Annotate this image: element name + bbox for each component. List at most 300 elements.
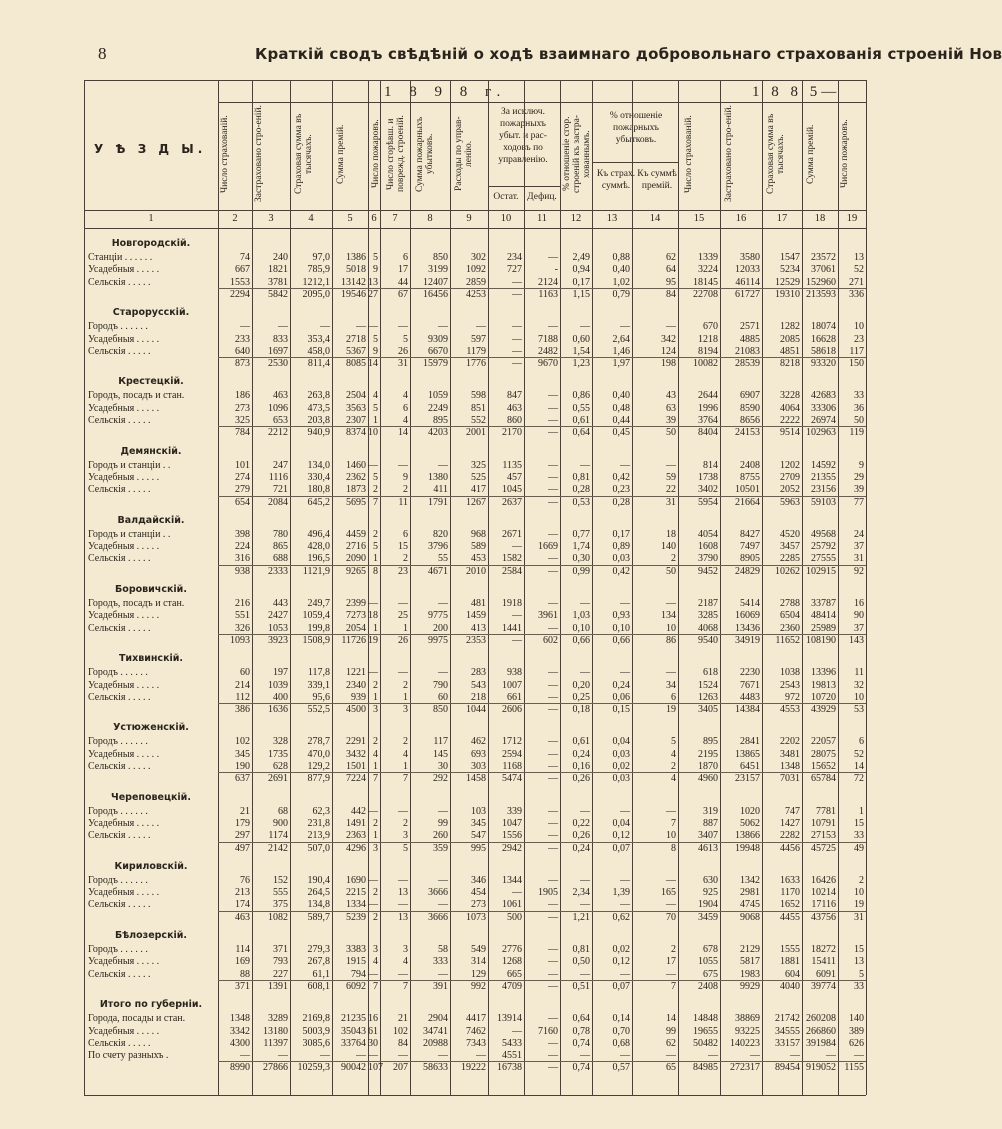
cell-col4: 199,8 bbox=[307, 622, 330, 634]
cell-col5: 2090 bbox=[346, 553, 366, 565]
cell-col14: 10 bbox=[666, 622, 676, 634]
cell-col11: — bbox=[548, 496, 558, 508]
cell-col11: — bbox=[548, 427, 558, 439]
cell-col5: 8085 bbox=[346, 358, 366, 370]
cell-col15: 3790 bbox=[698, 553, 718, 565]
cell-col14: 62 bbox=[666, 1037, 676, 1049]
column-number: 10 bbox=[500, 213, 512, 224]
cell-col15: 1608 bbox=[698, 541, 718, 553]
cell-col12: 1,21 bbox=[572, 911, 590, 923]
cell-col3: 3781 bbox=[268, 276, 288, 288]
cell-col14: — bbox=[666, 598, 676, 609]
cell-col13: 1,02 bbox=[612, 276, 630, 288]
cell-col9: 273 bbox=[471, 899, 486, 911]
cell-col7: 31 bbox=[398, 358, 408, 370]
cell-col18: 39774 bbox=[811, 980, 836, 992]
cell-col3: 2691 bbox=[268, 773, 288, 785]
column-divider bbox=[678, 80, 679, 1095]
table-row bbox=[84, 1062, 866, 1074]
cell-col3: 1053 bbox=[268, 622, 288, 634]
cell-col11: — bbox=[548, 598, 558, 609]
cell-col10: 1135 bbox=[502, 459, 522, 471]
row-label: Усадебныя . . . . . bbox=[88, 264, 160, 276]
cell-col10: 1061 bbox=[502, 899, 522, 911]
section-title: Череповецкій. bbox=[111, 791, 191, 803]
cell-col17: 1170 bbox=[780, 887, 800, 899]
cell-col9: 346 bbox=[471, 874, 486, 886]
cell-col17: 8218 bbox=[780, 358, 800, 370]
cell-col6: 18 bbox=[368, 610, 378, 622]
cell-col6: 14 bbox=[368, 358, 378, 370]
cell-col12: 0,28 bbox=[572, 484, 590, 496]
cell-col8: 391 bbox=[433, 980, 448, 992]
cell-col13: 0,10 bbox=[612, 622, 630, 634]
cell-col5: 442 bbox=[351, 805, 366, 817]
cell-col19: 16 bbox=[854, 598, 864, 609]
cell-col19: 626 bbox=[849, 1037, 864, 1049]
table-row bbox=[84, 623, 866, 635]
header-col10: Остат. bbox=[493, 192, 519, 202]
cell-col9: 19222 bbox=[461, 1062, 486, 1074]
cell-col8: 4671 bbox=[428, 565, 448, 577]
cell-col18: 18272 bbox=[811, 944, 836, 955]
cell-col7: 9 bbox=[403, 471, 408, 483]
cell-col19: 9 bbox=[859, 459, 864, 471]
cell-col14: 165 bbox=[661, 887, 676, 899]
row-label: Городъ . . . . . . bbox=[88, 874, 148, 886]
cell-col9: 417 bbox=[471, 484, 486, 496]
cell-col13: 0,42 bbox=[612, 471, 630, 483]
section-title: Боровичскій. bbox=[115, 584, 187, 595]
cell-col14: 65 bbox=[666, 1062, 676, 1074]
cell-col11: — bbox=[548, 817, 558, 829]
cell-col6: 19 bbox=[368, 634, 378, 646]
column-number: 19 bbox=[846, 213, 858, 224]
cell-col13: 0,04 bbox=[612, 817, 630, 829]
header-col14: Къ суммѣ премій. bbox=[637, 169, 677, 191]
cell-col2: 371 bbox=[235, 980, 250, 992]
cell-col6: — bbox=[368, 459, 378, 471]
table-row bbox=[84, 346, 866, 358]
cell-col15: 3405 bbox=[698, 704, 718, 716]
cell-col7: 1 bbox=[403, 691, 408, 703]
cell-col15: 1870 bbox=[698, 761, 718, 772]
cell-col9: 1267 bbox=[466, 496, 486, 508]
section-title: Валдайскій. bbox=[117, 514, 185, 526]
cell-col18: 15411 bbox=[811, 956, 836, 968]
cell-col3: 1174 bbox=[268, 830, 288, 842]
column-divider bbox=[560, 80, 561, 1095]
cell-col8: 145 bbox=[433, 748, 448, 760]
cell-col8: 850 bbox=[433, 704, 448, 716]
cell-col9: 552 bbox=[471, 415, 486, 426]
cell-col16: 24153 bbox=[735, 427, 760, 439]
cell-col7: — bbox=[398, 968, 408, 980]
cell-col10: 234 bbox=[507, 252, 522, 263]
cell-col13: — bbox=[620, 667, 630, 679]
cell-col11: — bbox=[548, 944, 558, 955]
cell-col12: 0,61 bbox=[572, 415, 590, 426]
cell-col2: 938 bbox=[235, 565, 250, 577]
cell-col12: 0,64 bbox=[572, 1013, 590, 1025]
cell-col18: 266860 bbox=[806, 1025, 836, 1037]
cell-col16: 38869 bbox=[735, 1013, 760, 1025]
cell-col12: — bbox=[580, 667, 590, 679]
table-row bbox=[84, 252, 866, 264]
cell-col8: 99 bbox=[438, 817, 448, 829]
cell-col5: — bbox=[356, 321, 366, 333]
cell-col14: — bbox=[666, 899, 676, 911]
cell-col19: 389 bbox=[849, 1025, 864, 1037]
cell-col4: 249,7 bbox=[307, 598, 330, 609]
cell-col11: 1163 bbox=[538, 288, 558, 300]
cell-col2: 2294 bbox=[230, 288, 250, 300]
cell-col17: 2202 bbox=[780, 736, 800, 748]
cell-col8: — bbox=[438, 968, 448, 980]
cell-col3: — bbox=[278, 1050, 288, 1062]
row-label: Городъ . . . . . . bbox=[88, 667, 148, 679]
header-col4: Страховая сумма въ тысячахъ. bbox=[294, 113, 314, 195]
cell-col2: 214 bbox=[235, 679, 250, 691]
cell-col6: 4 bbox=[373, 390, 378, 402]
cell-col8: 55 bbox=[438, 553, 448, 565]
cell-col10: 1582 bbox=[502, 553, 522, 565]
table-row bbox=[84, 334, 866, 346]
cell-col17: 2085 bbox=[780, 333, 800, 345]
cell-col16: 2981 bbox=[740, 887, 760, 899]
cell-col17: 12529 bbox=[775, 276, 800, 288]
header-col11: Дефиц. bbox=[527, 192, 557, 202]
cell-col4: 339,1 bbox=[307, 679, 330, 691]
cell-col3: 688 bbox=[273, 553, 288, 565]
cell-col12: 1,03 bbox=[572, 610, 590, 622]
cell-col13: 0,70 bbox=[612, 1025, 630, 1037]
cell-col7: 6 bbox=[403, 252, 408, 263]
row-label: Сельскія . . . . . bbox=[88, 276, 151, 288]
row-label: Городa, посады и стан. bbox=[88, 1013, 186, 1025]
row-label: Усадебныя . . . . . bbox=[88, 817, 160, 829]
cell-col18: 391984 bbox=[806, 1037, 836, 1049]
cell-col7: 4 bbox=[403, 415, 408, 426]
row-label: Усадебныя . . . . . bbox=[88, 610, 160, 622]
cell-col2: 4300 bbox=[230, 1037, 250, 1049]
cell-col9: 413 bbox=[471, 622, 486, 634]
cell-col5: 2399 bbox=[346, 598, 366, 609]
cell-col15: 675 bbox=[703, 968, 718, 980]
cell-col8: 3199 bbox=[428, 264, 448, 276]
column-number: 2 bbox=[232, 213, 238, 224]
cell-col15: 8194 bbox=[698, 345, 718, 357]
cell-col19: 53 bbox=[854, 704, 864, 716]
cell-col9: 851 bbox=[471, 402, 486, 414]
cell-col16: 13866 bbox=[735, 830, 760, 842]
cell-col11: — bbox=[548, 748, 558, 760]
cell-col13: 1,39 bbox=[612, 887, 630, 899]
cell-col7: 2 bbox=[403, 553, 408, 565]
cell-col13: — bbox=[620, 459, 630, 471]
cell-col18: — bbox=[826, 1050, 836, 1062]
row-label: Усадебныя . . . . . bbox=[88, 1025, 160, 1037]
cell-col7: 67 bbox=[398, 288, 408, 300]
cell-col6: 5 bbox=[373, 333, 378, 345]
cell-col14: 31 bbox=[666, 496, 676, 508]
cell-col4: 608,1 bbox=[307, 980, 330, 992]
cell-col2: 345 bbox=[235, 748, 250, 760]
row-label: Городъ и станціи . . bbox=[88, 528, 171, 540]
cell-col15: 1218 bbox=[698, 333, 718, 345]
cell-col3: 628 bbox=[273, 761, 288, 772]
cell-col7: 26 bbox=[398, 345, 408, 357]
cell-col18: 14592 bbox=[811, 459, 836, 471]
cell-col8: — bbox=[438, 1050, 448, 1062]
cell-col10: — bbox=[512, 634, 522, 646]
cell-col16: 16069 bbox=[735, 610, 760, 622]
section-title: Крестецкій. bbox=[118, 376, 184, 388]
cell-col12: 0,81 bbox=[572, 471, 590, 483]
header-bottom-divider bbox=[84, 210, 866, 211]
cell-col17: 2285 bbox=[780, 553, 800, 565]
cell-col10: 2584 bbox=[502, 565, 522, 577]
column-number: 16 bbox=[735, 213, 747, 224]
cell-col3: 1697 bbox=[268, 345, 288, 357]
cell-col2: 497 bbox=[235, 842, 250, 854]
cell-col7: — bbox=[398, 598, 408, 609]
cell-col8: 12407 bbox=[423, 276, 448, 288]
row-label: Городъ, посадъ и стан. bbox=[88, 598, 185, 609]
cell-col19: 24 bbox=[854, 528, 864, 540]
cell-col17: 2360 bbox=[780, 622, 800, 634]
cell-col2: 213 bbox=[235, 887, 250, 899]
cell-col2: 654 bbox=[235, 496, 250, 508]
cell-col6: — bbox=[368, 598, 378, 609]
cell-col6: 9 bbox=[373, 345, 378, 357]
cell-col16: 9929 bbox=[740, 980, 760, 992]
cell-col18: 19813 bbox=[811, 679, 836, 691]
cell-col9: 1092 bbox=[466, 264, 486, 276]
cell-col12: 1,15 bbox=[572, 288, 590, 300]
cell-col15: 3224 bbox=[698, 264, 718, 276]
cell-col8: 3796 bbox=[428, 541, 448, 553]
cell-col15: 630 bbox=[703, 874, 718, 886]
cell-col13: 0,40 bbox=[612, 390, 630, 402]
cell-col3: 68 bbox=[278, 805, 288, 817]
cell-col16: 4483 bbox=[740, 691, 760, 703]
cell-col4: 940,9 bbox=[307, 427, 330, 439]
cell-col11: — bbox=[548, 968, 558, 980]
table-row bbox=[84, 484, 866, 496]
cell-col9: 7462 bbox=[466, 1025, 486, 1037]
row-label: Сельскія . . . . . bbox=[88, 1037, 151, 1049]
cell-col13: 0,57 bbox=[612, 1062, 630, 1074]
cell-col18: 10720 bbox=[811, 691, 836, 703]
cell-col5: 35043 bbox=[341, 1025, 366, 1037]
cell-col11: — bbox=[548, 565, 558, 577]
table-row bbox=[84, 358, 866, 370]
cell-col16: 61727 bbox=[735, 288, 760, 300]
cell-col12: 0,99 bbox=[572, 565, 590, 577]
cell-col2: 1348 bbox=[230, 1013, 250, 1025]
cell-col8: 58 bbox=[438, 944, 448, 955]
cell-col4: 552,5 bbox=[307, 704, 330, 716]
cell-col13: 0,07 bbox=[612, 980, 630, 992]
cell-col4: 95,6 bbox=[312, 691, 330, 703]
cell-col3: 1821 bbox=[268, 264, 288, 276]
cell-col18: 6091 bbox=[816, 968, 836, 980]
cell-col11: 9670 bbox=[538, 358, 558, 370]
cell-col19: 33 bbox=[854, 980, 864, 992]
cell-col5: 3563 bbox=[346, 402, 366, 414]
cell-col16: 10501 bbox=[735, 484, 760, 496]
cell-col2: 216 bbox=[235, 598, 250, 609]
cell-col4: 213,9 bbox=[307, 830, 330, 842]
table-row bbox=[84, 1013, 866, 1025]
cell-col5: 5695 bbox=[346, 496, 366, 508]
cell-col18: 102963 bbox=[806, 427, 836, 439]
cell-col18: 93320 bbox=[811, 358, 836, 370]
cell-col17: 1348 bbox=[780, 761, 800, 772]
cell-col7: 2 bbox=[403, 484, 408, 496]
cell-col6: 5 bbox=[373, 471, 378, 483]
row-label: Сельскія . . . . . bbox=[88, 761, 151, 772]
cell-col7: — bbox=[398, 1050, 408, 1062]
cell-col13: 0,62 bbox=[612, 911, 630, 923]
column-divider bbox=[410, 80, 411, 1095]
cell-col9: 7343 bbox=[466, 1037, 486, 1049]
cell-col3: 833 bbox=[273, 333, 288, 345]
table-row bbox=[84, 749, 866, 761]
cell-col14: 34 bbox=[666, 679, 676, 691]
cell-col9: 1459 bbox=[466, 610, 486, 622]
cell-col12: — bbox=[580, 874, 590, 886]
cell-col17: 4553 bbox=[780, 704, 800, 716]
cell-col4: — bbox=[320, 321, 330, 333]
cell-col10: — bbox=[512, 345, 522, 357]
cell-col13: 0,24 bbox=[612, 679, 630, 691]
cell-col15: 84985 bbox=[693, 1062, 718, 1074]
cell-col14: — bbox=[666, 667, 676, 679]
cell-col2: 102 bbox=[235, 736, 250, 748]
table-top-border bbox=[84, 80, 866, 81]
cell-col14: 14 bbox=[666, 1013, 676, 1025]
cell-col19: 6 bbox=[859, 736, 864, 748]
cell-col12: 0,24 bbox=[572, 748, 590, 760]
cell-col3: 1636 bbox=[268, 704, 288, 716]
header-col13: Къ страх. суммѣ. bbox=[596, 169, 636, 191]
cell-col17: 4455 bbox=[780, 911, 800, 923]
cell-col10: — bbox=[512, 541, 522, 553]
cell-col3: 247 bbox=[273, 459, 288, 471]
cell-col10: 16738 bbox=[497, 1062, 522, 1074]
cell-col12: — bbox=[580, 899, 590, 911]
cell-col3: 1735 bbox=[268, 748, 288, 760]
cell-col15: 618 bbox=[703, 667, 718, 679]
cell-col12: — bbox=[580, 321, 590, 333]
cell-col2: 667 bbox=[235, 264, 250, 276]
cell-col18: 65784 bbox=[811, 773, 836, 785]
cell-col2: 60 bbox=[240, 667, 250, 679]
row-label: Сельскія . . . . . bbox=[88, 899, 151, 911]
cell-col10: 1007 bbox=[502, 679, 522, 691]
cell-col16: 12033 bbox=[735, 264, 760, 276]
cell-col8: 16456 bbox=[423, 288, 448, 300]
cell-col11: 1905 bbox=[538, 887, 558, 899]
cell-col18: 37061 bbox=[811, 264, 836, 276]
cell-col5: 5018 bbox=[346, 264, 366, 276]
column-divider bbox=[332, 80, 333, 1095]
cell-col10: 5474 bbox=[502, 773, 522, 785]
header-col15: Число страхованій. bbox=[684, 115, 694, 193]
cell-col13: — bbox=[620, 805, 630, 817]
table-row bbox=[84, 529, 866, 541]
cell-col19: 119 bbox=[849, 427, 864, 439]
table-row bbox=[84, 736, 866, 748]
cell-col14: — bbox=[666, 968, 676, 980]
cell-col16: 21083 bbox=[735, 345, 760, 357]
column-divider bbox=[866, 80, 867, 1095]
column-number: 15 bbox=[693, 213, 705, 224]
cell-col3: 27866 bbox=[263, 1062, 288, 1074]
cell-col4: 1212,1 bbox=[302, 276, 330, 288]
cell-col15: 4068 bbox=[698, 622, 718, 634]
cell-col5: 5239 bbox=[346, 911, 366, 923]
header-col3: Застраховано стро-еній. bbox=[254, 105, 264, 203]
cell-col19: 10 bbox=[854, 887, 864, 899]
cell-col13: — bbox=[620, 1050, 630, 1062]
cell-col15: 3459 bbox=[698, 911, 718, 923]
cell-col17: 604 bbox=[785, 968, 800, 980]
table-row bbox=[84, 277, 866, 289]
cell-col5: 939 bbox=[351, 691, 366, 703]
cell-col10: 500 bbox=[507, 911, 522, 923]
column-divider bbox=[592, 80, 593, 1095]
cell-col4: 1059,4 bbox=[302, 610, 330, 622]
cell-col19: 33 bbox=[854, 390, 864, 402]
cell-col3: 2530 bbox=[268, 358, 288, 370]
cell-col17: 9514 bbox=[780, 427, 800, 439]
table-row bbox=[84, 818, 866, 830]
cell-col11: — bbox=[548, 459, 558, 471]
table-row bbox=[84, 704, 866, 716]
cell-col10: — bbox=[512, 887, 522, 899]
cell-col7: 7 bbox=[403, 980, 408, 992]
cell-col3: 1039 bbox=[268, 679, 288, 691]
cell-col16: 1342 bbox=[740, 874, 760, 886]
cell-col15: 1996 bbox=[698, 402, 718, 414]
cell-col8: 850 bbox=[433, 252, 448, 263]
cell-col13: 0,07 bbox=[612, 842, 630, 854]
cell-col9: 4417 bbox=[466, 1013, 486, 1025]
cell-col10: 938 bbox=[507, 667, 522, 679]
row-label: Усадебныя . . . . . bbox=[88, 748, 160, 760]
cell-col19: 271 bbox=[849, 276, 864, 288]
cell-col12: — bbox=[580, 1050, 590, 1062]
cell-col13: 0,17 bbox=[612, 528, 630, 540]
cell-col3: 152 bbox=[273, 874, 288, 886]
cell-col13: 0,93 bbox=[612, 610, 630, 622]
cell-col5: 33764 bbox=[341, 1037, 366, 1049]
cell-col7: 7 bbox=[403, 773, 408, 785]
cell-col17: 2282 bbox=[780, 830, 800, 842]
cell-col9: — bbox=[476, 321, 486, 333]
cell-col12: 0,55 bbox=[572, 402, 590, 414]
column-number: 9 bbox=[466, 213, 472, 224]
cell-col8: 4203 bbox=[428, 427, 448, 439]
cell-col6: 5 bbox=[373, 402, 378, 414]
header-col2: Число страхованій. bbox=[220, 115, 230, 193]
cell-col14: 64 bbox=[666, 264, 676, 276]
cell-col11: — bbox=[548, 842, 558, 854]
cell-col12: 0,25 bbox=[572, 691, 590, 703]
